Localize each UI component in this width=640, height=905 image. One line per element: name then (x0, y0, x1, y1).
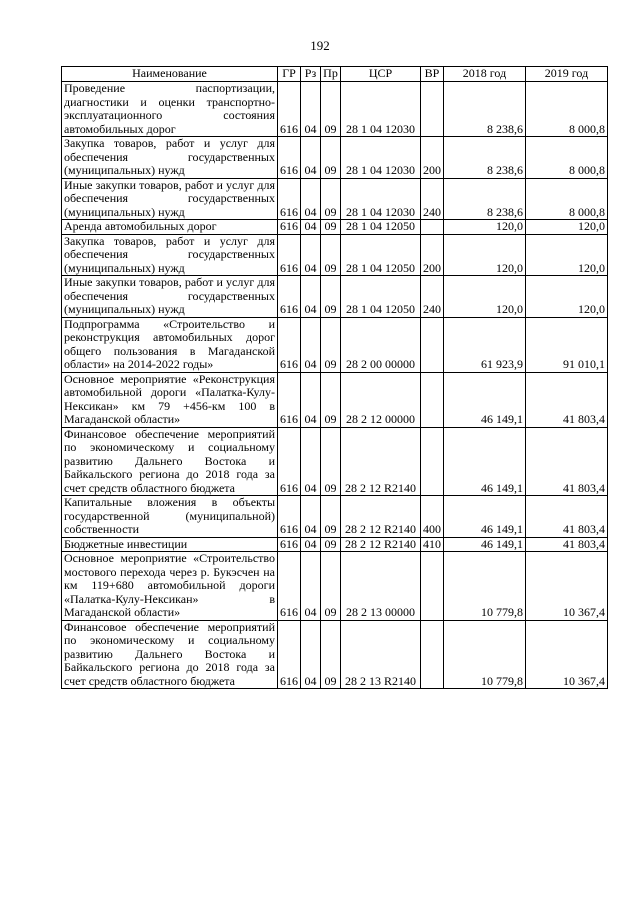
row-value-2019: 8 000,8 (526, 82, 608, 137)
row-gr: 616 (278, 537, 301, 552)
row-gr: 616 (278, 137, 301, 179)
row-value-2019: 91 010,1 (526, 317, 608, 372)
row-csr: 28 1 04 12050 (341, 220, 421, 235)
row-vr (421, 220, 444, 235)
row-gr: 616 (278, 178, 301, 220)
row-value-2018: 61 923,9 (444, 317, 526, 372)
row-csr: 28 2 13 00000 (341, 552, 421, 621)
row-value-2019: 120,0 (526, 276, 608, 318)
row-pr: 09 (321, 276, 341, 318)
table-row (62, 372, 608, 427)
row-name: Аренда автомобильных дорог (62, 220, 278, 235)
row-value-2018: 120,0 (444, 234, 526, 276)
row-vr: 240 (421, 178, 444, 220)
row-vr (421, 317, 444, 372)
row-pr: 09 (321, 234, 341, 276)
row-name: Иные закупки товаров, работ и услуг для обеспечения государственных (муниципальных) нужд (62, 276, 278, 318)
table-row (62, 496, 608, 538)
row-rz: 04 (301, 496, 321, 538)
header-name: Наименование (62, 67, 278, 82)
table-row (62, 137, 608, 179)
row-pr: 09 (321, 82, 341, 137)
row-gr: 616 (278, 496, 301, 538)
row-vr: 200 (421, 137, 444, 179)
table-row (62, 620, 608, 689)
row-gr: 616 (278, 620, 301, 689)
row-name: Иные закупки товаров, работ и услуг для обеспечения государственных (муниципальных) нужд (62, 178, 278, 220)
header-2018: 2018 год (444, 67, 526, 82)
row-pr: 09 (321, 427, 341, 496)
row-value-2018: 8 238,6 (444, 178, 526, 220)
row-rz: 04 (301, 537, 321, 552)
row-rz: 04 (301, 317, 321, 372)
table-row (62, 427, 608, 496)
row-rz: 04 (301, 620, 321, 689)
row-vr: 200 (421, 234, 444, 276)
row-vr (421, 427, 444, 496)
row-gr: 616 (278, 220, 301, 235)
row-value-2018: 120,0 (444, 220, 526, 235)
row-value-2018: 8 238,6 (444, 137, 526, 179)
row-csr: 28 2 12 R2140 (341, 496, 421, 538)
row-vr (421, 372, 444, 427)
row-value-2018: 10 779,8 (444, 552, 526, 621)
row-rz: 04 (301, 276, 321, 318)
row-name: Проведение паспортизации, диагностики и оценки транспортно-эксплуатационного состояния автомобильных дорог (62, 82, 278, 137)
row-name: Закупка товаров, работ и услуг для обеспечения государственных (муниципальных) нужд (62, 234, 278, 276)
row-vr: 410 (421, 537, 444, 552)
row-value-2018: 10 779,8 (444, 620, 526, 689)
row-pr: 09 (321, 620, 341, 689)
row-pr: 09 (321, 552, 341, 621)
row-pr: 09 (321, 372, 341, 427)
row-pr: 09 (321, 220, 341, 235)
row-value-2018: 46 149,1 (444, 372, 526, 427)
row-value-2019: 41 803,4 (526, 427, 608, 496)
row-value-2019: 120,0 (526, 220, 608, 235)
row-pr: 09 (321, 137, 341, 179)
header-csr: ЦСР (341, 67, 421, 82)
row-vr (421, 82, 444, 137)
table-header-row (62, 67, 608, 82)
row-gr: 616 (278, 317, 301, 372)
row-value-2019: 8 000,8 (526, 137, 608, 179)
header-gr: ГР (278, 67, 301, 82)
row-pr: 09 (321, 496, 341, 538)
row-vr (421, 620, 444, 689)
header-2019: 2019 год (526, 67, 608, 82)
row-value-2019: 120,0 (526, 234, 608, 276)
row-csr: 28 2 13 R2140 (341, 620, 421, 689)
row-csr: 28 2 12 R2140 (341, 427, 421, 496)
row-value-2019: 41 803,4 (526, 496, 608, 538)
table-row (62, 234, 608, 276)
row-value-2019: 41 803,4 (526, 372, 608, 427)
row-vr: 400 (421, 496, 444, 538)
row-value-2018: 46 149,1 (444, 496, 526, 538)
row-gr: 616 (278, 234, 301, 276)
row-value-2018: 120,0 (444, 276, 526, 318)
row-gr: 616 (278, 276, 301, 318)
row-csr: 28 2 12 00000 (341, 372, 421, 427)
row-rz: 04 (301, 372, 321, 427)
row-gr: 616 (278, 552, 301, 621)
budget-table (61, 66, 608, 689)
row-name: Закупка товаров, работ и услуг для обеспечения государственных (муниципальных) нужд (62, 137, 278, 179)
table-row (62, 276, 608, 318)
row-value-2018: 8 238,6 (444, 82, 526, 137)
header-rz: Рз (301, 67, 321, 82)
row-rz: 04 (301, 234, 321, 276)
page-number: 192 (310, 38, 330, 53)
row-csr: 28 1 04 12050 (341, 234, 421, 276)
row-name: Финансовое обеспечение мероприятий по экономическому и социальному развитию Дальнего Востока и Байкальского региона до 2018 года за счет средств областного бюджета (62, 620, 278, 689)
row-value-2019: 8 000,8 (526, 178, 608, 220)
row-name: Основное мероприятие «Реконструкция автомобильной дороги «Палатка-Кулу-Нексикан» км 79 +456-км 100 в Магаданской области» (62, 372, 278, 427)
table-row (62, 178, 608, 220)
table-row (62, 82, 608, 137)
row-value-2019: 10 367,4 (526, 620, 608, 689)
row-csr: 28 1 04 12030 (341, 137, 421, 179)
row-name: Финансовое обеспечение мероприятий по экономическому и социальному развитию Дальнего Востока и Байкальского региона до 2018 года за счет средств областного бюджета (62, 427, 278, 496)
row-pr: 09 (321, 178, 341, 220)
row-pr: 09 (321, 537, 341, 552)
row-vr: 240 (421, 276, 444, 318)
row-value-2018: 46 149,1 (444, 427, 526, 496)
row-rz: 04 (301, 137, 321, 179)
row-pr: 09 (321, 317, 341, 372)
row-vr (421, 552, 444, 621)
row-rz: 04 (301, 552, 321, 621)
table-row (62, 537, 608, 552)
row-csr: 28 2 12 R2140 (341, 537, 421, 552)
row-rz: 04 (301, 220, 321, 235)
row-value-2018: 46 149,1 (444, 537, 526, 552)
row-rz: 04 (301, 178, 321, 220)
row-name: Основное мероприятие «Строительство мостового перехода через р. Букэсчен на км 119+680 автомобильной дороги «Палатка-Кулу-Нексикан» в Магаданской области» (62, 552, 278, 621)
row-value-2019: 41 803,4 (526, 537, 608, 552)
row-csr: 28 1 04 12030 (341, 178, 421, 220)
row-name: Бюджетные инвестиции (62, 537, 278, 552)
row-csr: 28 1 04 12050 (341, 276, 421, 318)
header-pr: Пр (321, 67, 341, 82)
row-csr: 28 1 04 12030 (341, 82, 421, 137)
table-row (62, 317, 608, 372)
row-name: Подпрограмма «Строительство и реконструкция автомобильных дорог общего пользования в Магаданской области» на 2014-2022 годы» (62, 317, 278, 372)
table-row (62, 220, 608, 235)
row-csr: 28 2 00 00000 (341, 317, 421, 372)
row-rz: 04 (301, 427, 321, 496)
row-gr: 616 (278, 427, 301, 496)
row-gr: 616 (278, 82, 301, 137)
row-rz: 04 (301, 82, 321, 137)
header-vr: ВР (421, 67, 444, 82)
table-row (62, 552, 608, 621)
row-gr: 616 (278, 372, 301, 427)
row-value-2019: 10 367,4 (526, 552, 608, 621)
row-name: Капитальные вложения в объекты государственной (муниципальной) собственности (62, 496, 278, 538)
